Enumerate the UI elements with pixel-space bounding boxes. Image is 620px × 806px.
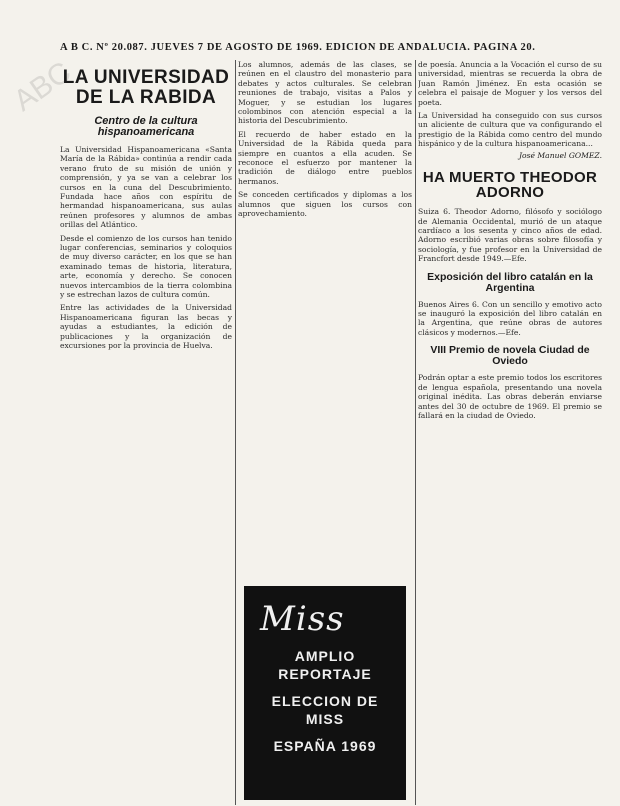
ad-logo: Miss <box>260 599 345 639</box>
page-header: A B C. Nº 20.087. JUEVES 7 DE AGOSTO DE 1969. EDICION DE ANDALUCIA. PAGINA 20. <box>60 42 536 53</box>
column-right <box>418 60 602 805</box>
article-paragraph: de poesía. Anuncia a la Vocación el curso de su universidad, mientras se recuerda la obra de Juan Ramón Jiménez. En esta ocasión se celebra el paisaje de Moguer y los versos del poeta. <box>418 60 602 107</box>
article-paragraph: Suiza 6. Theodor Adorno, filósofo y sociólogo de Alemania Occidental, murió de un ataque cardíaco a los sesenta y cinco años de edad. Adorno escribió varias obras sobre filosofía y sociología, y fue profesor en la Universidad de Francfort desde 1949.—Efe. <box>418 207 602 264</box>
column-divider <box>415 60 416 805</box>
article-paragraph: Entre las actividades de la Universidad Hispanoamericana figuran las becas y ayudas a estudiantes, la edición de publicaciones y la organización de excursiones por la provincia de Huelva. <box>60 303 232 351</box>
article-paragraph: La Universidad ha conseguido con sus cursos un aliciente de cultura que va configurando el prestigio de la Rábida como centro del mundo hispánico y de la cultura hispanoamericana... <box>418 111 602 149</box>
article-paragraph: Desde el comienzo de los cursos han tenido lugar conferencias, seminarios y coloquios de muy diverso carácter, en los que se han examinado temas de historia, literatura, arte, economía y derecho. Se conocen nuevos intercambios de la tierra colombina y se estrechan lazos de cultura común. <box>60 233 232 300</box>
article-paragraph: Los alumnos, además de las clases, se reúnen en el claustro del monasterio para debates y actos culturales. Se celebran reuniones de trabajo, visitas a Palos y Moguer, y se estudian los lugares colombinos con atención especial a la historia del Descubrimiento. <box>238 60 412 126</box>
article-paragraph: La Universidad Hispanoamericana «Santa María de la Rábida» continúa a rendir cada verano fruto de su misión de unión y comprensión, y ya se van a celebrar los cursos en la cuna del Descubrimiento. Fundada hace años con espíritu de hermandad hispanoamericana, sus aulas reúnen profesores y alumnos de ambas orillas del Atlántico. <box>60 144 232 230</box>
article-title: LA UNIVERSIDAD DE LA RABIDA <box>62 67 230 108</box>
watermark: ABC <box>7 55 78 118</box>
column-divider <box>235 60 236 805</box>
article-paragraph: Podrán optar a este premio todos los escritores de lengua española, presentando una novela original inédita. Las obras deberán enviarse antes del 30 de octubre de 1969. El premio se fallará en la ciudad de Oviedo. <box>418 373 602 420</box>
article-subtitle: Centro de la cultura hispanoamericana <box>94 114 198 139</box>
article-paragraph: Buenos Aires 6. Con un sencillo y emotivo acto se inauguró la exposición del libro catalán en la Argentina, que reúne obras de autores clásicos y modernos.—Efe. <box>418 299 602 337</box>
section-title: VIII Premio de novela Ciudad de Oviedo <box>430 344 590 368</box>
miss-spain-advertisement <box>244 586 406 800</box>
article-paragraph: El recuerdo de haber estado en la Universidad de la Rábida queda para siempre en cuantos a ella acuden. Se reconoce el esfuerzo por mantener la tradición de diálogo entre pueblos hermanos. <box>238 129 412 186</box>
column-middle <box>238 60 412 580</box>
column-left <box>60 60 232 805</box>
ad-line: ELECCION DE MISS <box>271 693 379 727</box>
article-paragraph: Se conceden certificados y diplomas a los alumnos que siguen los cursos con aprovechamiento. <box>238 190 412 219</box>
ad-line: ESPAÑA 1969 <box>273 738 377 754</box>
author-signature: José Manuel GOMEZ. <box>518 150 602 160</box>
obituary-title: HA MUERTO THEODOR ADORNO <box>422 168 598 202</box>
ad-line: AMPLIO REPORTAJE <box>278 648 372 682</box>
section-title: Exposición del libro catalán en la Argentina <box>427 270 593 294</box>
